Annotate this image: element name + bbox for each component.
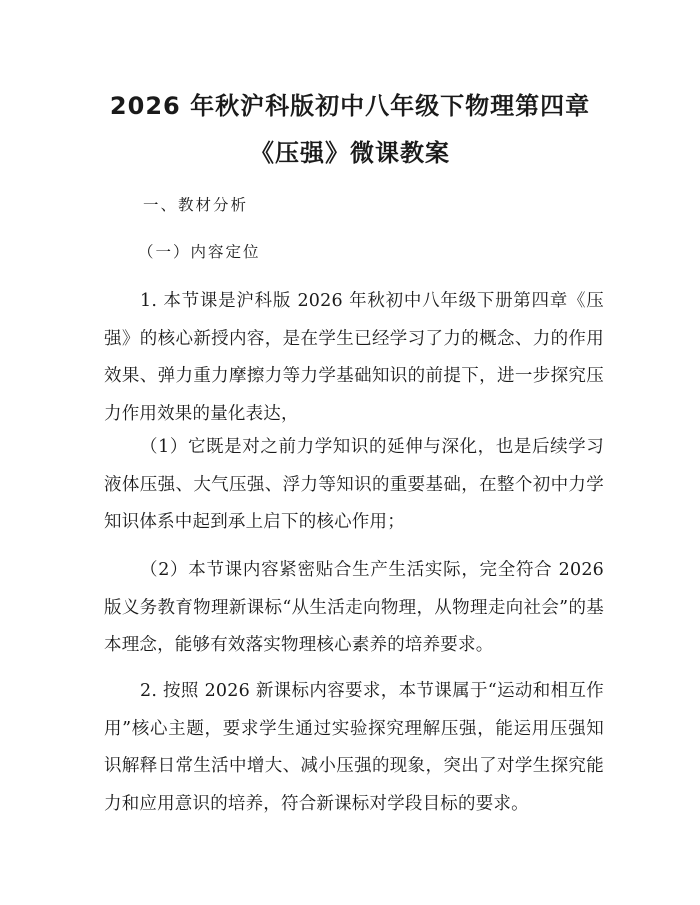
paragraph-3: （2）本节课内容紧密贴合生产生活实际，完全符合 2026 版义务教育物理新课标“从生活走向物理，从物理走向社会”的基本理念，能够有效落实物理核心素养的培养要求。 bbox=[104, 560, 604, 655]
document-title-line-1: 2026 年秋沪科版初中八年级下物理第四章 bbox=[109, 92, 591, 120]
paragraph-1: 1. 本节课是沪科版 2026 年秋初中八年级下册第四章《压强》的核心新授内容，是在学生已经学习了力的概念、力的作用效果、弹力重力摩擦力等力学基础知识的前提下，进一步探究压力作用效果的量化表达， bbox=[104, 291, 604, 424]
section-heading: 一、教材分析 bbox=[143, 196, 249, 214]
subsection-heading: （一）内容定位 bbox=[138, 243, 261, 261]
paragraph-2: （1）它既是对之前力学知识的延伸与深化，也是后续学习液体压强、大气压强、浮力等知识的重要基础，在整个初中力学知识体系中起到承上启下的核心作用； bbox=[104, 437, 604, 532]
paragraph-4: 2. 按照 2026 新课标内容要求，本节课属于“运动和相互作用”核心主题，要求学生通过实验探究理解压强，能运用压强知识解释日常生活中增大、减小压强的现象，突出了对学生探究能力和应用意识的培养，符合新课标对学段目标的要求。 bbox=[104, 681, 604, 814]
document-title-line-2: 《压强》微课教案 bbox=[250, 139, 450, 167]
